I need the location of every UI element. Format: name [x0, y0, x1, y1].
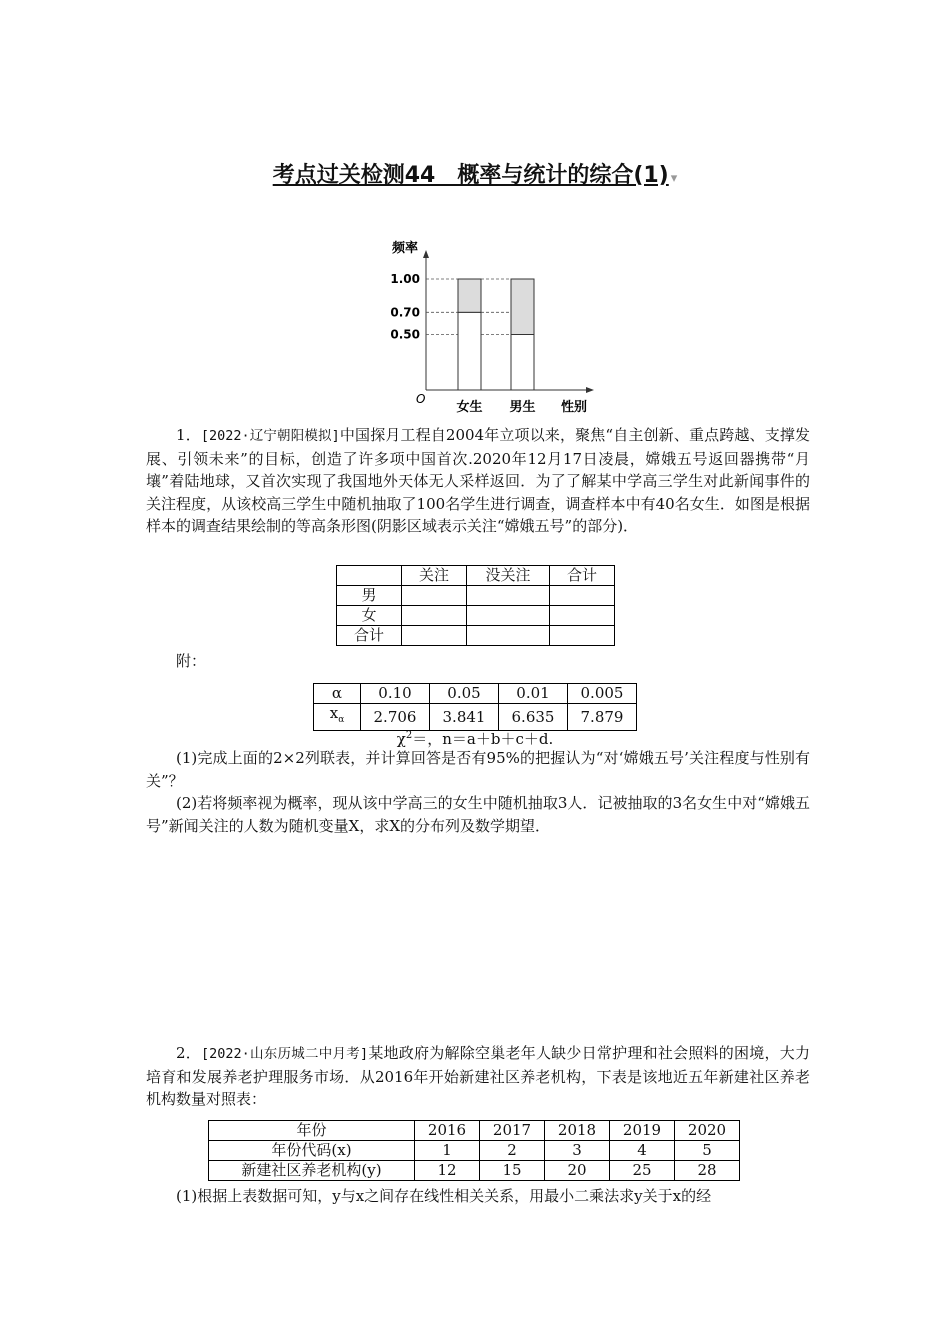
- table-cell: [337, 566, 402, 586]
- elderly-care-table: [208, 1120, 740, 1181]
- formula-text: ＝，n＝a＋b＋c＋d.: [412, 730, 554, 748]
- table-row: [337, 566, 615, 586]
- table-row: [209, 1141, 740, 1161]
- x-tick-label: 男生: [509, 400, 536, 415]
- table-cell: 女: [337, 606, 402, 626]
- table-cell: 3.841: [430, 704, 499, 731]
- table-cell: 5: [675, 1141, 740, 1161]
- chi-exponent: 2: [405, 730, 413, 741]
- table-row: [314, 704, 637, 731]
- table-cell: 没关注: [467, 566, 550, 586]
- problem1-question1: (1)完成上面的2×2列联表，并计算回答是否有95%的把握认为“对‘嫦娥五号’关注程度与性别有关”？: [146, 749, 810, 790]
- table-cell: 2020: [675, 1121, 740, 1141]
- chi-symbol: χ: [396, 730, 406, 748]
- table-cell: 2.706: [361, 704, 430, 731]
- table-cell: 年份代码(x): [209, 1141, 415, 1161]
- table-row: [337, 586, 615, 606]
- table-cell: 2016: [415, 1121, 480, 1141]
- problem1-text: 中国探月工程自2004年立项以来，聚焦“自主创新、重点跨越、支撑发展、引领未来”的目标，创造了许多项中国首次.2020年12月17日凌晨，嫦娥五号返回器携带“月壤”着陆地球，又首次实现了我国地外天体无人采样返回．为了了解某中学高三学生对此新闻事件的关注程度，从该校高三学生中随机抽取了100名学生进行调查，调查样本中有40名女生．如图是根据样本的调查结果绘制的等高条形图(阴影区域表示关注“嫦娥五号”的部分)．: [146, 426, 810, 535]
- table-row: [209, 1121, 740, 1141]
- table-cell: [314, 704, 361, 731]
- bar-attention-shaded: [458, 279, 481, 312]
- table-cell: 男: [337, 586, 402, 606]
- x-tick-label: 女生: [456, 400, 483, 415]
- problem1-source: [2022·辽宁朝阳模拟]: [200, 428, 340, 444]
- table-cell: 15: [480, 1161, 545, 1181]
- table-cell: 6.635: [499, 704, 568, 731]
- critical-value-table: [313, 683, 637, 731]
- table-cell: 合计: [550, 566, 615, 586]
- x-axis-label: 性别: [561, 400, 588, 415]
- y-tick-label: 1.00: [390, 272, 420, 286]
- table-cell: [550, 626, 615, 646]
- table-cell: [467, 586, 550, 606]
- table-row: [337, 606, 615, 626]
- table-cell: [550, 586, 615, 606]
- table-cell: 4: [610, 1141, 675, 1161]
- table-cell: 3: [545, 1141, 610, 1161]
- table-cell: 0.005: [568, 684, 637, 704]
- table-cell: [402, 626, 467, 646]
- table-row: [209, 1161, 740, 1181]
- problem1-number: 1．: [176, 426, 201, 444]
- table-cell: 7.879: [568, 704, 637, 731]
- table-cell: 2: [480, 1141, 545, 1161]
- table-cell: 28: [675, 1161, 740, 1181]
- table-cell: 新建社区养老机构(y): [209, 1161, 415, 1181]
- problem2-statement: [146, 1042, 810, 1111]
- table-cell: 25: [610, 1161, 675, 1181]
- x-axis-arrow-icon: [586, 387, 594, 393]
- table-cell: 20: [545, 1161, 610, 1181]
- problem2-number: 2．: [176, 1044, 202, 1062]
- problem2-text: 某地政府为解除空巢老年人缺少日常护理和社会照料的困境，大力培育和发展养老护理服务市场．从2016年开始新建社区养老机构，下表是该地近五年新建社区养老机构数量对照表：: [146, 1044, 810, 1108]
- table-row: [314, 684, 637, 704]
- title-text: 考点过关检测44 概率与统计的综合(1): [272, 163, 669, 188]
- table-cell: α: [314, 684, 361, 704]
- table-cell: 0.05: [430, 684, 499, 704]
- bar-not-attention: [458, 312, 481, 390]
- table-cell: 12: [415, 1161, 480, 1181]
- bar-not-attention: [511, 335, 534, 391]
- bar-chart: [380, 232, 600, 422]
- table-cell: 2017: [480, 1121, 545, 1141]
- table-cell: 0.10: [361, 684, 430, 704]
- appendix-label: 附：: [176, 652, 207, 670]
- table-cell: [550, 606, 615, 626]
- y-tick-label: 0.50: [390, 327, 420, 342]
- table-cell: [402, 586, 467, 606]
- bar-attention-shaded: [511, 279, 534, 335]
- y-tick-label: 0.70: [390, 305, 420, 320]
- contingency-table: [336, 565, 615, 646]
- table-cell: 2018: [545, 1121, 610, 1141]
- origin-label: O: [416, 392, 426, 406]
- table-cell: 关注: [402, 566, 467, 586]
- table-cell: 1: [415, 1141, 480, 1161]
- y-axis-arrow-icon: [423, 250, 429, 258]
- table-cell: [467, 626, 550, 646]
- table-cell: 合计: [337, 626, 402, 646]
- table-cell: 2019: [610, 1121, 675, 1141]
- problem2-source: [2022·山东历城二中月考]: [201, 1046, 369, 1062]
- page-title: [0, 158, 950, 189]
- chi-square-formula: [0, 728, 950, 749]
- problem1-question2: (2)若将频率视为概率，现从该中学高三的女生中随机抽取3人．记被抽取的3名女生中对“嫦娥五号”新闻关注的人数为随机变量X，求X的分布列及数学期望．: [146, 794, 810, 835]
- dropdown-marker-icon: ▾: [670, 171, 678, 186]
- problem1-statement: [146, 424, 810, 538]
- alpha-subscript: α: [338, 715, 345, 725]
- table-cell: 年份: [209, 1121, 415, 1141]
- y-axis-label: 频率: [392, 241, 419, 256]
- table-cell: 0.01: [499, 684, 568, 704]
- problem2-question1: (1)根据上表数据可知，y与x之间存在线性相关关系，用最小二乘法求y关于x的经: [176, 1187, 712, 1205]
- table-row: [337, 626, 615, 646]
- table-cell: [402, 606, 467, 626]
- table-cell: [467, 606, 550, 626]
- x-alpha-symbol: x: [329, 704, 339, 722]
